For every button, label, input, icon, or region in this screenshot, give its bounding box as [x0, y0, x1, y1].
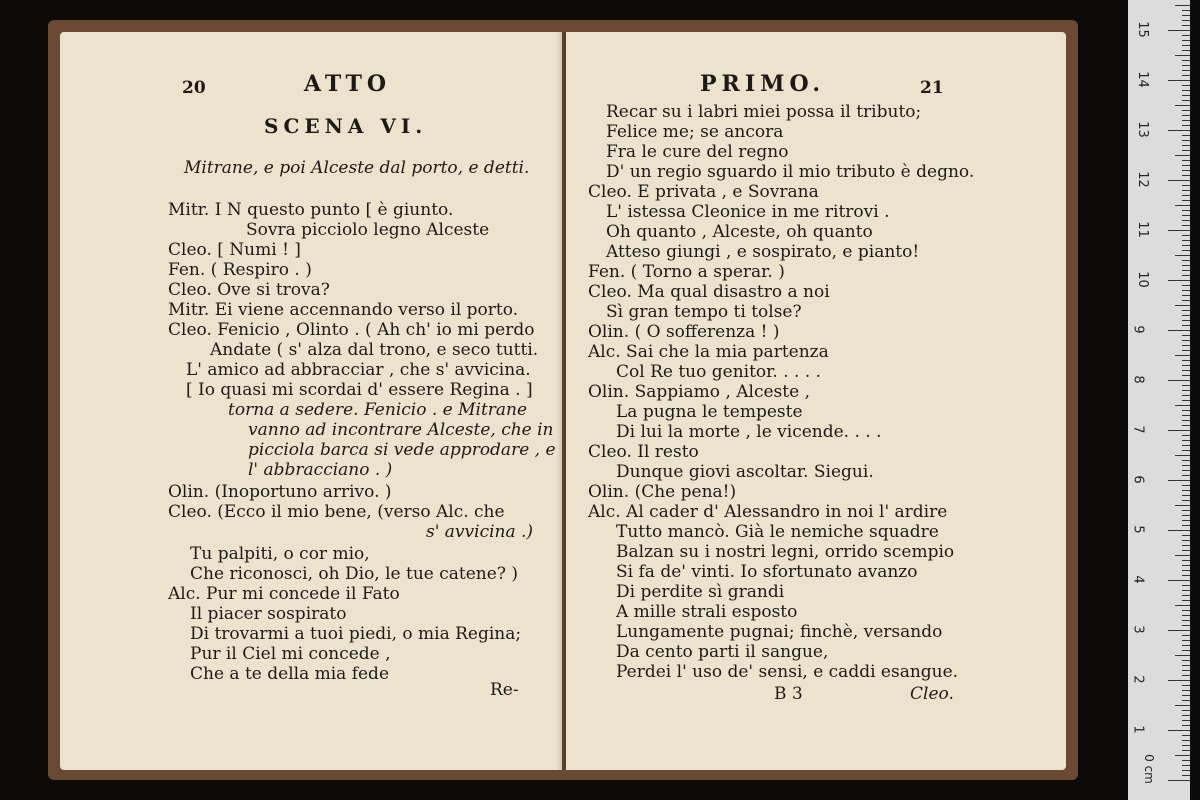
ruler-tick: [1182, 685, 1190, 686]
ruler-tick: [1182, 420, 1190, 421]
ruler-tick: [1168, 380, 1190, 381]
left-page: [60, 32, 562, 770]
text-line: l' abbracciano . ): [248, 460, 393, 480]
text-line: Olin. Sappiamo , Alceste ,: [588, 382, 810, 402]
text-line: Pur il Ciel mi concede ,: [190, 644, 391, 664]
text-line: Alc. Al cader d' Alessandro in noi l' ardire: [588, 502, 948, 522]
ruler-tick: [1182, 295, 1190, 296]
ruler-tick: [1175, 205, 1190, 206]
text-line: Tutto mancò. Già le nemiche squadre: [616, 522, 939, 542]
ruler-number: 12: [1134, 171, 1150, 188]
ruler-tick: [1182, 610, 1190, 611]
ruler-unit-label: 0 cm: [1141, 754, 1156, 784]
ruler-tick: [1182, 675, 1190, 676]
ruler-tick: [1182, 340, 1190, 341]
ruler-tick: [1182, 300, 1190, 301]
text-line: Alc. Sai che la mia partenza: [588, 342, 829, 362]
ruler-tick: [1175, 5, 1190, 6]
ruler-tick: [1182, 410, 1190, 411]
ruler-tick: [1182, 715, 1190, 716]
ruler-tick: [1182, 545, 1190, 546]
text-line: Andate ( s' alza dal trono, e seco tutti.: [210, 340, 539, 360]
ruler-tick: [1182, 365, 1190, 366]
text-line: Perdei l' uso de' sensi, e caddi esangue.: [616, 662, 959, 682]
text-line: picciola barca si vede approdare , e: [248, 440, 556, 460]
ruler-number: 15: [1134, 21, 1150, 38]
text-line: A mille strali esposto: [616, 602, 798, 622]
ruler-tick: [1182, 670, 1190, 671]
ruler-tick: [1182, 740, 1190, 741]
ruler-tick: [1182, 585, 1190, 586]
ruler-tick: [1168, 80, 1190, 81]
ruler-number: 1: [1130, 725, 1146, 734]
text-line: Cleo. E privata , e Sovrana: [588, 182, 819, 202]
ruler-tick: [1182, 125, 1190, 126]
ruler-tick: [1182, 85, 1190, 86]
ruler-tick: [1168, 280, 1190, 281]
ruler-number: 9: [1130, 325, 1146, 334]
ruler-tick: [1168, 780, 1190, 781]
ruler-tick: [1182, 745, 1190, 746]
ruler-tick: [1182, 135, 1190, 136]
ruler-tick: [1182, 640, 1190, 641]
text-line: Fra le cure del regno: [606, 142, 789, 162]
ruler-tick: [1182, 500, 1190, 501]
ruler-tick: [1182, 215, 1190, 216]
text-line: Che riconosci, oh Dio, le tue catene? ): [190, 564, 518, 584]
ruler-tick: [1182, 185, 1190, 186]
ruler-tick: [1182, 240, 1190, 241]
ruler-tick: [1182, 95, 1190, 96]
text-line: Alc. Pur mi concede il Fato: [168, 584, 400, 604]
ruler-tick: [1182, 370, 1190, 371]
ruler-tick: [1175, 255, 1190, 256]
ruler-tick: [1168, 180, 1190, 181]
ruler-tick: [1182, 395, 1190, 396]
ruler-tick: [1182, 140, 1190, 141]
signature-mark: B 3: [774, 684, 803, 704]
ruler-tick: [1175, 355, 1190, 356]
ruler-tick: [1168, 130, 1190, 131]
text-line: Il piacer sospirato: [190, 604, 347, 624]
text-line: vanno ad incontrare Alceste, che in: [248, 420, 554, 440]
ruler-tick: [1182, 25, 1190, 26]
ruler-tick: [1182, 70, 1190, 71]
text-line: Olin. ( O sofferenza ! ): [588, 322, 780, 342]
ruler-number: 6: [1130, 475, 1146, 484]
ruler-tick: [1182, 765, 1190, 766]
ruler-tick: [1182, 170, 1190, 171]
ruler-tick: [1182, 245, 1190, 246]
ruler-tick: [1182, 165, 1190, 166]
ruler-tick: [1182, 350, 1190, 351]
text-line: L' amico ad abbracciar , che s' avvicina.: [186, 360, 531, 380]
ruler-tick: [1175, 605, 1190, 606]
ruler-tick: [1182, 15, 1190, 16]
ruler-tick: [1182, 590, 1190, 591]
ruler-tick: [1182, 320, 1190, 321]
ruler-tick: [1175, 155, 1190, 156]
ruler-tick: [1182, 225, 1190, 226]
page-number: 21: [920, 78, 944, 98]
ruler-tick: [1182, 460, 1190, 461]
text-line: Atteso giungi , e sospirato, e pianto!: [606, 242, 920, 262]
ruler-tick: [1182, 90, 1190, 91]
ruler-tick: [1182, 620, 1190, 621]
ruler-tick: [1182, 285, 1190, 286]
ruler-tick: [1182, 645, 1190, 646]
ruler-tick: [1182, 210, 1190, 211]
ruler-number: 4: [1130, 575, 1146, 584]
measuring-ruler: [1128, 0, 1190, 800]
text-line: Olin. (Inoportuno arrivo. ): [168, 482, 392, 502]
ruler-tick: [1182, 60, 1190, 61]
ruler-tick: [1182, 325, 1190, 326]
ruler-tick: [1182, 760, 1190, 761]
ruler-tick: [1182, 235, 1190, 236]
text-line: Mitr. Ei viene accennando verso il porto.: [168, 300, 519, 320]
ruler-tick: [1182, 115, 1190, 116]
ruler-tick: [1182, 375, 1190, 376]
ruler-tick: [1182, 220, 1190, 221]
ruler-tick: [1182, 275, 1190, 276]
ruler-tick: [1182, 190, 1190, 191]
text-line: Cleo. Ove si trova?: [168, 280, 330, 300]
ruler-tick: [1182, 445, 1190, 446]
ruler-tick: [1182, 535, 1190, 536]
ruler-tick: [1182, 440, 1190, 441]
ruler-tick: [1182, 145, 1190, 146]
ruler-number: 11: [1134, 221, 1150, 238]
ruler-tick: [1182, 400, 1190, 401]
ruler-tick: [1175, 655, 1190, 656]
ruler-tick: [1175, 55, 1190, 56]
text-line: La pugna le tempeste: [616, 402, 803, 422]
ruler-tick: [1175, 755, 1190, 756]
ruler-number: 14: [1134, 71, 1150, 88]
ruler-tick: [1182, 175, 1190, 176]
text-line: Fen. ( Respiro . ): [168, 260, 312, 280]
ruler-tick: [1182, 720, 1190, 721]
ruler-tick: [1182, 45, 1190, 46]
ruler-tick: [1182, 565, 1190, 566]
ruler-tick: [1182, 450, 1190, 451]
text-line: Si fa de' vinti. Io sfortunato avanzo: [616, 562, 918, 582]
ruler-tick: [1182, 570, 1190, 571]
ruler-tick: [1182, 65, 1190, 66]
right-page: [566, 32, 1066, 770]
ruler-tick: [1168, 580, 1190, 581]
text-line: Dunque giovi ascoltar. Siegui.: [616, 462, 874, 482]
ruler-tick: [1182, 160, 1190, 161]
ruler-tick: [1168, 30, 1190, 31]
ruler-tick: [1182, 540, 1190, 541]
ruler-tick: [1168, 330, 1190, 331]
ruler-tick: [1182, 515, 1190, 516]
ruler-tick: [1182, 360, 1190, 361]
ruler-tick: [1182, 510, 1190, 511]
text-line: torna a sedere. Fenicio . e Mitrane: [228, 400, 528, 420]
text-line: D' un regio sguardo il mio tributo è degno.: [606, 162, 975, 182]
text-line: Da cento parti il sangue,: [616, 642, 829, 662]
ruler-number: 8: [1130, 375, 1146, 384]
text-line: Oh quanto , Alceste, oh quanto: [606, 222, 873, 242]
ruler-tick: [1168, 480, 1190, 481]
text-line: Felice me; se ancora: [606, 122, 784, 142]
ruler-number: 3: [1130, 625, 1146, 634]
text-line: Tu palpiti, o cor mio,: [190, 544, 370, 564]
ruler-tick: [1182, 100, 1190, 101]
ruler-tick: [1182, 775, 1190, 776]
ruler-tick: [1182, 650, 1190, 651]
ruler-tick: [1182, 110, 1190, 111]
text-line: Lungamente pugnai; finchè, versando: [616, 622, 943, 642]
text-line: Di perdite sì grandi: [616, 582, 785, 602]
text-line: L' istessa Cleonice in me ritrovi .: [606, 202, 890, 222]
ruler-tick: [1182, 465, 1190, 466]
ruler-tick: [1182, 625, 1190, 626]
catchword: Cleo.: [910, 684, 954, 704]
text-line: Recar su i labri miei possa il tributo;: [606, 102, 922, 122]
ruler-tick: [1182, 710, 1190, 711]
ruler-tick: [1182, 735, 1190, 736]
ruler-tick: [1182, 660, 1190, 661]
ruler-tick: [1182, 425, 1190, 426]
page-number: 20: [182, 78, 206, 98]
ruler-tick: [1175, 105, 1190, 106]
ruler-tick: [1182, 700, 1190, 701]
ruler-tick: [1182, 750, 1190, 751]
text-line: Cleo. (Ecco il mio bene, (verso Alc. che: [168, 502, 505, 522]
ruler-tick: [1175, 505, 1190, 506]
ruler-tick: [1182, 615, 1190, 616]
ruler-tick: [1182, 35, 1190, 36]
text-line: Sì gran tempo ti tolse?: [606, 302, 802, 322]
ruler-tick: [1182, 345, 1190, 346]
ruler-tick: [1182, 525, 1190, 526]
text-line: Di lui la morte , le vicende. . . .: [616, 422, 882, 442]
text-line: Cleo. Ma qual disastro a noi: [588, 282, 830, 302]
text-line: Col Re tuo genitor. . . . .: [616, 362, 822, 382]
ruler-tick: [1182, 470, 1190, 471]
text-line: Cleo. Fenicio , Olinto . ( Ah ch' io mi perdo: [168, 320, 535, 340]
text-line: Olin. (Che pena!): [588, 482, 737, 502]
ruler-tick: [1182, 265, 1190, 266]
stage-direction: Mitrane, e poi Alceste dal porto, e detti.: [184, 158, 530, 178]
ruler-tick: [1168, 230, 1190, 231]
ruler-tick: [1182, 270, 1190, 271]
ruler-tick: [1168, 630, 1190, 631]
text-line: Mitr. I N questo punto [ è giunto.: [168, 200, 454, 220]
ruler-tick: [1182, 310, 1190, 311]
ruler-tick: [1182, 770, 1190, 771]
ruler-tick: [1182, 10, 1190, 11]
ruler-tick: [1182, 390, 1190, 391]
catchword: Re-: [490, 680, 519, 700]
ruler-tick: [1182, 120, 1190, 121]
ruler-tick: [1182, 20, 1190, 21]
ruler-tick: [1168, 730, 1190, 731]
ruler-tick: [1182, 200, 1190, 201]
ruler-tick: [1175, 405, 1190, 406]
ruler-number: 10: [1134, 271, 1150, 288]
ruler-tick: [1182, 40, 1190, 41]
ruler-tick: [1182, 50, 1190, 51]
text-line: Cleo. [ Numi ! ]: [168, 240, 301, 260]
ruler-tick: [1182, 415, 1190, 416]
text-line: Cleo. Il resto: [588, 442, 699, 462]
ruler-number: 2: [1130, 675, 1146, 684]
ruler-tick: [1182, 475, 1190, 476]
ruler-tick: [1182, 435, 1190, 436]
text-line: Che a te della mia fede: [190, 664, 390, 684]
text-line: Fen. ( Torno a sperar. ): [588, 262, 785, 282]
ruler-tick: [1182, 595, 1190, 596]
ruler-tick: [1175, 455, 1190, 456]
ruler-tick: [1182, 385, 1190, 386]
text-line: Sovra picciolo legno Alceste: [246, 220, 490, 240]
text-line: Di trovarmi a tuoi piedi, o mia Regina;: [190, 624, 522, 644]
ruler-tick: [1182, 495, 1190, 496]
ruler-tick: [1182, 600, 1190, 601]
ruler-tick: [1182, 250, 1190, 251]
ruler-tick: [1182, 520, 1190, 521]
ruler-tick: [1182, 635, 1190, 636]
ruler-tick: [1182, 490, 1190, 491]
ruler-number: 7: [1130, 425, 1146, 434]
ruler-tick: [1182, 665, 1190, 666]
text-line: [ Io quasi mi scordai d' essere Regina . ]: [186, 380, 533, 400]
ruler-tick: [1182, 560, 1190, 561]
ruler-tick: [1168, 530, 1190, 531]
ruler-tick: [1182, 335, 1190, 336]
ruler-tick: [1168, 680, 1190, 681]
ruler-tick: [1182, 75, 1190, 76]
running-head: ATTO: [304, 71, 391, 97]
ruler-tick: [1175, 705, 1190, 706]
ruler-tick: [1182, 550, 1190, 551]
ruler-tick: [1182, 575, 1190, 576]
ruler-number: 5: [1130, 525, 1146, 534]
ruler-tick: [1182, 695, 1190, 696]
ruler-number: 13: [1134, 121, 1150, 138]
ruler-tick: [1182, 690, 1190, 691]
scene-title: SCENA VI.: [264, 114, 428, 138]
ruler-tick: [1182, 150, 1190, 151]
ruler-tick: [1182, 290, 1190, 291]
text-line: Balzan su i nostri legni, orrido scempio: [616, 542, 955, 562]
text-line: s' avvicina .): [426, 522, 534, 542]
ruler-tick: [1175, 555, 1190, 556]
ruler-tick: [1182, 485, 1190, 486]
ruler-tick: [1168, 430, 1190, 431]
ruler-tick: [1175, 305, 1190, 306]
running-head: PRIMO.: [700, 71, 826, 97]
ruler-tick: [1182, 315, 1190, 316]
ruler-tick: [1182, 260, 1190, 261]
ruler-tick: [1182, 195, 1190, 196]
ruler-tick: [1182, 725, 1190, 726]
